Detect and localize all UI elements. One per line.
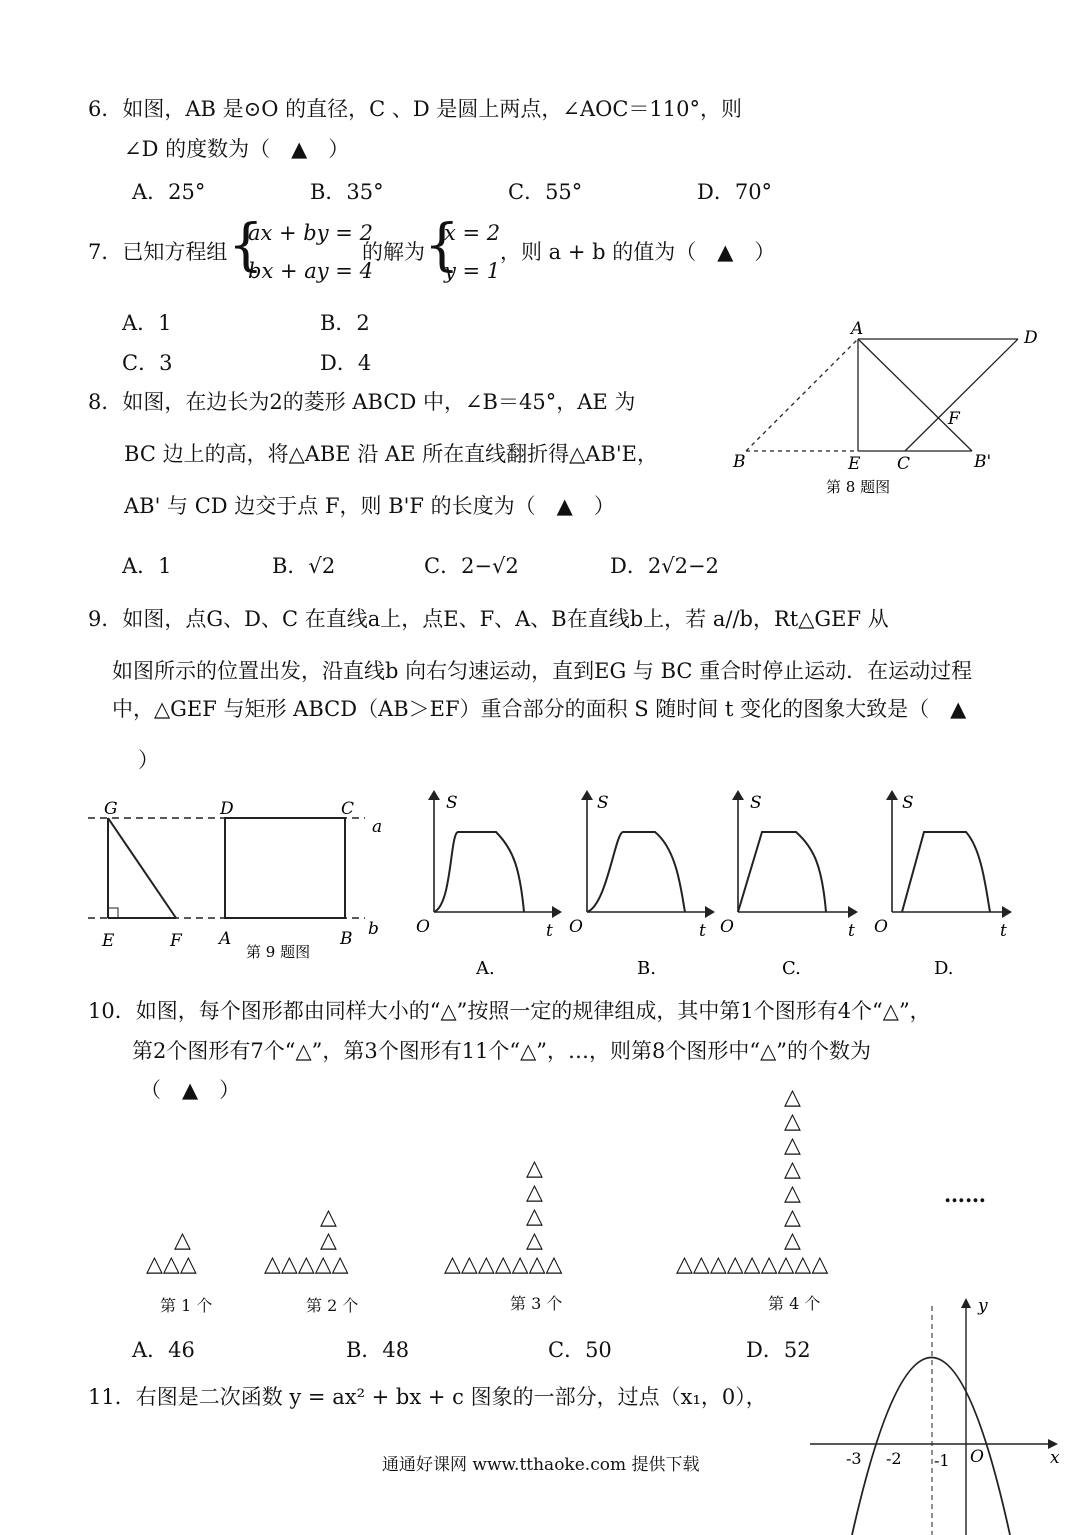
- q10-option-b: B．48: [346, 1338, 410, 1362]
- q11-label-x: x: [1050, 1448, 1060, 1468]
- q9-line1: 9．如图，点G、D、C 在直线a上，点E、F、A、B在直线b上，若 a//b，Rt△GEF 从: [88, 607, 889, 631]
- q9-graph-d-s: S: [902, 793, 914, 813]
- q7-eq1: ax + by = 2: [248, 221, 373, 245]
- q10-fig4-col-2: △: [784, 1133, 801, 1158]
- q10-fig4-col-6: △: [784, 1228, 801, 1253]
- q9-line4: ）: [138, 748, 159, 772]
- q10-fig4-col-0: △: [784, 1085, 801, 1110]
- q7-option-a: A．1: [122, 311, 172, 335]
- q9-label-c: C: [341, 799, 355, 819]
- q10-fig1-caption: 第 1 个: [160, 1296, 213, 1315]
- q7-mid: 的解为: [362, 240, 425, 264]
- q11-line1: 11．右图是二次函数 y = ax² + bx + c 图象的一部分，过点（x₁，0），: [88, 1385, 767, 1409]
- q9-label-a-line: a: [372, 817, 383, 837]
- q8-option-b: B．√2: [272, 554, 336, 578]
- q9-label-d: D: [220, 799, 234, 819]
- q10-fig4-col-3: △: [784, 1157, 801, 1182]
- q9-graph-c-label: C.: [782, 958, 801, 979]
- q9-graph-a-t: t: [546, 921, 553, 941]
- q10-line2: 第2个图形有7个“△”，第3个图形有11个“△”，…，则第8个图形中“△”的个数为: [132, 1039, 872, 1063]
- q11-tick-minus1: -1: [934, 1451, 950, 1470]
- q7-sol1: x = 2: [444, 221, 501, 245]
- q10-fig3-col-1: △: [526, 1180, 543, 1205]
- q10-fig3-col-2: △: [526, 1204, 543, 1229]
- q9-line3: 中，△GEF 与矩形 ABCD（AB＞EF）重合部分的面积 S 随时间 t 变化的图象大致是（ ▲: [112, 697, 967, 721]
- q10-fig2-caption: 第 2 个: [306, 1296, 359, 1315]
- q11-tick-minus3: -3: [846, 1449, 862, 1468]
- q7-prefix: 7．已知方程组: [88, 240, 228, 264]
- q9-graph-c-o: O: [720, 917, 734, 937]
- q9-label-f: F: [170, 931, 182, 951]
- q9-graph-c-s: S: [750, 793, 762, 813]
- q10-fig4-col-5: △: [784, 1205, 801, 1230]
- q6-option-d: D．70°: [697, 180, 773, 204]
- q8-option-a: A．1: [122, 554, 172, 578]
- q9-label-a: A: [219, 929, 232, 949]
- q7-eq2: bx + ay = 4: [248, 259, 373, 283]
- q7-brace-right: {: [424, 213, 460, 278]
- q10-fig3-col-3: △: [526, 1228, 543, 1253]
- q8-label-b: B: [733, 452, 746, 472]
- q9-figure-caption: 第 9 题图: [246, 943, 311, 961]
- q8-option-c: C．2−√2: [424, 554, 519, 578]
- q9-graph-d-label: D.: [934, 958, 954, 979]
- q10-fig3-row: △△△△△△△: [444, 1252, 563, 1277]
- q7-option-d: D．4: [320, 351, 372, 375]
- q7-option-c: C．3: [122, 351, 173, 375]
- q7-sol2: y = 1: [444, 259, 501, 283]
- q10-fig4-col-4: △: [784, 1181, 801, 1206]
- q8-line2: BC 边上的高，将△ABE 沿 AE 所在直线翻折得△AB'E，: [124, 442, 659, 466]
- q9-graph-c-t: t: [848, 921, 855, 941]
- q10-fig2-row: △△△△△: [264, 1252, 349, 1277]
- q10-ellipsis: ……: [944, 1182, 986, 1207]
- q10-fig3-col-0: △: [526, 1156, 543, 1181]
- q8-label-f: F: [948, 409, 960, 429]
- q9-graph-b-o: O: [569, 917, 583, 937]
- q10-fig4-caption: 第 4 个: [768, 1294, 821, 1313]
- q8-label-e: E: [848, 454, 861, 474]
- footer-credit: 通通好课网 www.tthaoke.com 提供下载: [382, 1455, 700, 1475]
- q10-fig3-caption: 第 3 个: [510, 1294, 563, 1313]
- q7-option-b: B．2: [320, 311, 370, 335]
- q8-option-d: D．2√2−2: [610, 554, 719, 578]
- q6-line2: ∠D 的度数为（ ▲ ）: [124, 137, 350, 161]
- q10-line1: 10．如图，每个图形都由同样大小的“△”按照一定的规律组成，其中第1个图形有4个“△”，: [88, 999, 931, 1023]
- q10-fig4-row: △△△△△△△△△: [676, 1252, 829, 1277]
- q9-graph-b-label: B.: [637, 958, 656, 979]
- q9-graph-d-t: t: [1000, 921, 1007, 941]
- q8-label-b-prime: B': [974, 452, 992, 472]
- q10-option-a: A．46: [132, 1338, 195, 1362]
- q9-line2: 如图所示的位置出发，沿直线b 向右匀速运动，直到EG 与 BC 重合时停止运动．在运动过程: [112, 659, 973, 683]
- q9-graph-d-o: O: [874, 917, 888, 937]
- q9-label-b-line: b: [368, 919, 379, 939]
- q9-graph-b-t: t: [699, 921, 706, 941]
- q6-option-c: C．55°: [508, 180, 583, 204]
- q9-graph-a-o: O: [416, 917, 430, 937]
- q8-label-d: D: [1024, 328, 1038, 348]
- q9-label-e: E: [102, 931, 115, 951]
- q8-figure-caption: 第 8 题图: [826, 478, 891, 496]
- q11-label-o: O: [970, 1447, 984, 1467]
- q10-fig1-col-0: △: [174, 1228, 191, 1253]
- q6-line1: 6．如图，AB 是⊙O 的直径，C 、D 是圆上两点，∠AOC＝110°，则: [88, 97, 743, 121]
- q9-label-b: B: [340, 929, 353, 949]
- q6-option-a: A．25°: [132, 180, 206, 204]
- q10-fig1-row: △△△: [146, 1252, 197, 1277]
- q9-label-g: G: [104, 799, 118, 819]
- q9-graph-a-label: A.: [476, 958, 495, 979]
- q9-graph-b-s: S: [597, 793, 609, 813]
- q10-fig2-col-1: △: [320, 1228, 337, 1253]
- q7-suffix: ，则 a + b 的值为（ ▲ ）: [500, 240, 776, 264]
- q11-tick-minus2: -2: [886, 1449, 902, 1468]
- q11-parabola: [852, 1358, 1010, 1535]
- q8-line1: 8．如图，在边长为2的菱形 ABCD 中，∠B＝45°，AE 为: [88, 390, 636, 414]
- q11-label-y: y: [978, 1296, 988, 1316]
- q8-label-a: A: [851, 319, 864, 339]
- q10-fig2-col-0: △: [320, 1205, 337, 1230]
- q9-graph-a-s: S: [446, 793, 458, 813]
- q7-brace-left: {: [228, 213, 264, 278]
- q10-option-d: D．52: [746, 1338, 811, 1362]
- q8-label-c: C: [897, 454, 911, 474]
- q8-line3: AB' 与 CD 边交于点 F，则 B'F 的长度为（ ▲ ）: [124, 494, 615, 518]
- q10-fig4-col-1: △: [784, 1109, 801, 1134]
- q10-line3: （ ▲ ）: [140, 1078, 241, 1102]
- q10-option-c: C．50: [548, 1338, 612, 1362]
- q6-option-b: B．35°: [310, 180, 384, 204]
